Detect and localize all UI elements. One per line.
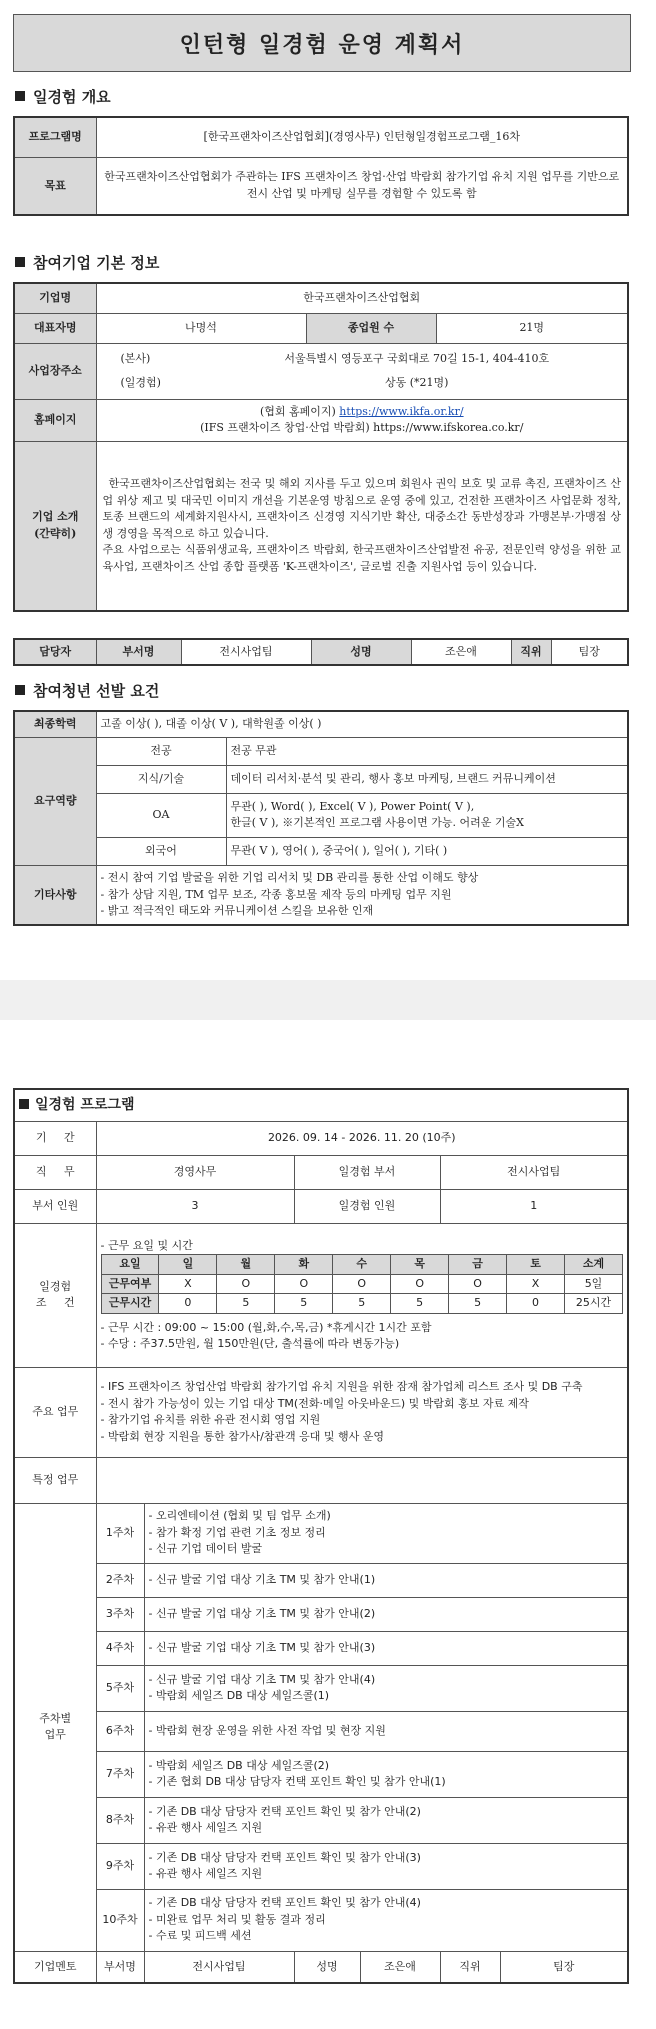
week-task-item: - 신규 발굴 기업 대상 기초 TM 및 참가 안내(1) xyxy=(148,1572,376,1586)
days-hours-cell: 근무시간 xyxy=(101,1294,159,1314)
week-number: 8주차 xyxy=(96,1797,144,1843)
education-label: 최종학력 xyxy=(14,711,96,737)
week-row xyxy=(14,1503,628,1563)
contact-name-label: 성명 xyxy=(311,639,411,665)
week-number: 2주차 xyxy=(96,1563,144,1597)
week-tasks xyxy=(144,1889,628,1951)
week-task-item: - 기존 협회 DB 대상 담당자 컨택 포인트 확인 및 참가 안내(1) xyxy=(148,1775,446,1788)
days-work-cell: O xyxy=(333,1274,391,1294)
competency-label: 요구역량 xyxy=(14,737,96,865)
goal-text: 한국프랜차이즈산업협회가 주관하는 IFS 프랜차이즈 창업·산업 박람회 참가기업 유치 지원 업무를 기반으로 전시 산업 및 마케팅 실무를 경험할 수 있도록 함 xyxy=(96,157,628,215)
week-number: 1주차 xyxy=(96,1503,144,1563)
days-head-cell: 월 xyxy=(217,1255,275,1275)
days-work-cell: 근무여부 xyxy=(101,1274,159,1294)
week-tasks xyxy=(144,1843,628,1889)
mentor-position-label: 직위 xyxy=(440,1951,500,1983)
week-tasks xyxy=(144,1797,628,1843)
document-title: 인턴형 일경험 운영 계획서 xyxy=(13,14,631,72)
week-tasks xyxy=(144,1563,628,1597)
week-row xyxy=(14,1889,628,1951)
week-row xyxy=(14,1563,628,1597)
requirements-table xyxy=(13,710,629,926)
week-task-item: - 박람회 현장 운영을 위한 사전 작업 및 현장 지원 xyxy=(148,1723,386,1737)
week-tasks xyxy=(144,1751,628,1797)
week-tasks xyxy=(144,1665,628,1711)
web2-prefix: (IFS 프랜차이즈 창업·산업 박람회) xyxy=(200,421,370,434)
mentor-label: 기업멘토 xyxy=(14,1951,96,1983)
week-task-item: - 미완료 업무 처리 및 활동 결과 정리 xyxy=(148,1912,326,1926)
week-row xyxy=(14,1665,628,1711)
contact-dept: 전시사업팀 xyxy=(181,639,311,665)
fair-homepage-link[interactable]: https://www.ifskorea.co.kr/ xyxy=(373,421,524,434)
week-number: 3주차 xyxy=(96,1597,144,1631)
contact-label: 담당자 xyxy=(14,639,96,665)
square-bullet-icon xyxy=(15,257,25,267)
contact-dept-label: 부서명 xyxy=(96,639,181,665)
employees-label: 종업원 수 xyxy=(306,313,436,343)
week-task-item: - 기존 DB 대상 담당자 컨택 포인트 확인 및 참가 안내(2) xyxy=(148,1804,421,1818)
work-days-table xyxy=(101,1254,624,1314)
days-hours-cell: 0 xyxy=(159,1294,217,1314)
major-value: 전공 무관 xyxy=(226,737,628,765)
staff-label: 부서 인원 xyxy=(14,1189,96,1223)
week-row xyxy=(14,1843,628,1889)
days-hours-cell: 5 xyxy=(217,1294,275,1314)
special-duties-label: 특정 업무 xyxy=(14,1457,96,1503)
week-number: 4주차 xyxy=(96,1631,144,1665)
company-table xyxy=(13,282,629,612)
etc-label: 기타사항 xyxy=(14,865,96,925)
etc-cell xyxy=(96,865,628,925)
week-task-item: - 유관 행사 세일즈 지원 xyxy=(148,1821,263,1834)
work-tag: (일경험) xyxy=(120,376,161,389)
days-head-cell: 일 xyxy=(159,1255,217,1275)
special-duties-value xyxy=(96,1457,628,1503)
days-head-cell: 금 xyxy=(449,1255,507,1275)
duty-item: - 전시 참가 가능성이 있는 기업 대상 TM(전화·메일 아웃바운드) 및 박람회 홍보 자료 제작 xyxy=(100,1396,529,1410)
oa-value: 무관( ), Word( ), Excel( V ), Power Point( V ), 한글( V ), ※기본적인 프로그램 사용이면 가능. 어려운 기술X xyxy=(226,793,628,837)
week-row xyxy=(14,1597,628,1631)
duty-item: - 박람회 현장 지원을 통한 참가사/참관객 응대 및 행사 운영 xyxy=(100,1429,385,1443)
main-duties-cell xyxy=(96,1367,628,1457)
days-hours-cell: 5 xyxy=(275,1294,333,1314)
period-value: 2026. 09. 14 - 2026. 11. 20 (10주) xyxy=(96,1121,628,1155)
days-work-cell: X xyxy=(159,1274,217,1294)
employees-count: 21명 xyxy=(436,313,628,343)
work-hours-note: - 근무 시간 : 09:00 ~ 15:00 (월,화,수,목,금) *휴게시간 1시간 포함 xyxy=(100,1320,432,1334)
work-days-title: - 근무 요일 및 시간 xyxy=(100,1238,193,1252)
week-row xyxy=(14,1711,628,1751)
pay-note: - 수당 : 주37.5만원, 월 150만원(단, 출석률에 따라 변동가능) xyxy=(100,1337,400,1350)
section-company-heading: 참여기업 기본 정보 xyxy=(15,252,159,273)
week-row xyxy=(14,1797,628,1843)
week-task-item: - 신규 발굴 기업 대상 기초 TM 및 참가 안내(2) xyxy=(148,1606,376,1620)
program-label: 프로그램명 xyxy=(14,117,96,157)
ceo-label: 대표자명 xyxy=(14,313,96,343)
week-task-item: - 참가 확정 기업 관련 기초 정보 정리 xyxy=(148,1525,326,1539)
days-work-cell: O xyxy=(391,1274,449,1294)
days-head-cell: 목 xyxy=(391,1255,449,1275)
week-number: 7주차 xyxy=(96,1751,144,1797)
week-task-item: - 신규 발굴 기업 대상 기초 TM 및 참가 안내(4) xyxy=(148,1672,376,1686)
company-label: 기업명 xyxy=(14,283,96,313)
week-row xyxy=(14,1751,628,1797)
mentor-name-label: 성명 xyxy=(294,1951,360,1983)
week-task-item: - 수료 및 피드백 세션 xyxy=(148,1929,252,1943)
conditions-cell xyxy=(96,1223,628,1367)
days-work-cell: 5일 xyxy=(565,1274,623,1294)
days-head-cell: 소계 xyxy=(565,1255,623,1275)
duty-item: - 참가기업 유치를 위한 유관 전시회 영업 지원 xyxy=(100,1413,321,1426)
skill-label: 지식/기술 xyxy=(96,765,226,793)
week-number: 9주차 xyxy=(96,1843,144,1889)
company-name: 한국프랜차이즈산업협회 xyxy=(96,283,628,313)
oa-label: OA xyxy=(96,793,226,837)
days-hours-cell: 5 xyxy=(391,1294,449,1314)
address-cell xyxy=(96,343,628,399)
days-hours-cell: 5 xyxy=(449,1294,507,1314)
job-label: 직 무 xyxy=(14,1155,96,1189)
homepage-cell xyxy=(96,399,628,441)
days-head-cell: 토 xyxy=(507,1255,565,1275)
work-address: 상동 (*21명) xyxy=(385,376,449,389)
hq-tag: (본사) xyxy=(120,351,151,365)
week-task-item: - 신규 발굴 기업 대상 기초 TM 및 참가 안내(3) xyxy=(148,1640,376,1654)
square-bullet-icon xyxy=(19,1099,29,1109)
week-number: 6주차 xyxy=(96,1711,144,1751)
period-label: 기 간 xyxy=(14,1121,96,1155)
week-tasks xyxy=(144,1597,628,1631)
intern-count-value: 1 xyxy=(440,1189,628,1223)
week-task-item: - 박람회 세일즈 DB 대상 세일즈콜(2) xyxy=(148,1758,330,1772)
week-number: 5주차 xyxy=(96,1665,144,1711)
week-row xyxy=(14,1631,628,1665)
program-heading: 일경험 프로그램 xyxy=(14,1089,628,1121)
mentor-name: 조은애 xyxy=(360,1951,440,1983)
intern-count-label: 일경험 인원 xyxy=(294,1189,440,1223)
days-hours-cell: 0 xyxy=(507,1294,565,1314)
intro-paragraph-1: 한국프랜차이즈산업협회는 전국 및 해외 지사를 두고 있으며 회원사 권익 보호 및 교류 촉진, 프랜차이즈 산업 위상 제고 및 대국민 이미지 개선을 기본운영 방침으로 운영 중에 있고, 건전한 프랜차이즈 사업문화 정착, 토종 브랜드의 세계화지원사시, 프랜차이즈 신경영 지식기반 확산, 대중소간 동반성장과 가맹본부·가맹점 상생 경영을 목적으로 하고 있습니다. xyxy=(102,477,621,540)
education-value: 고졸 이상( ), 대졸 이상( V ), 대학원졸 이상( ) xyxy=(96,711,628,737)
week-tasks xyxy=(144,1711,628,1751)
hq-address: 서울특별시 영등포구 국회대로 70길 15-1, 404-410호 xyxy=(284,351,550,365)
weekly-plan-label: 주차별 업무 xyxy=(14,1503,96,1951)
days-work-cell: O xyxy=(449,1274,507,1294)
ceo-name: 나명석 xyxy=(96,313,306,343)
mentor-dept-label: 부서명 xyxy=(96,1951,144,1983)
week-tasks xyxy=(144,1631,628,1665)
week-task-item: - 유관 행사 세일즈 지원 xyxy=(148,1867,263,1880)
intro-paragraph-2: 주요 사업으로는 식품위생교육, 프랜차이즈 박람회, 한국프랜차이즈산업발전 유공, 전문인력 양성을 위한 교육사업, 프랜차이즈 산업 종합 플랫폼 'K-프랜차이즈', 글로벌 진출 지원사업 등이 있습니다. xyxy=(102,543,621,573)
work-dept-label: 일경험 부서 xyxy=(294,1155,440,1189)
language-value: 무관( V ), 영어( ), 중국어( ), 일어( ), 기타( ) xyxy=(226,837,628,865)
homepage-label: 홈페이지 xyxy=(14,399,96,441)
page-2 xyxy=(0,1020,656,2029)
week-number: 10주차 xyxy=(96,1889,144,1951)
skill-value: 데이터 리서치·분석 및 관리, 행사 홍보 마케팅, 브랜드 커뮤니케이션 xyxy=(226,765,628,793)
main-duties-label: 주요 업무 xyxy=(14,1367,96,1457)
staff-value: 3 xyxy=(96,1189,294,1223)
intro-cell xyxy=(96,441,628,611)
days-work-cell: O xyxy=(275,1274,333,1294)
mentor-dept: 전시사업팀 xyxy=(144,1951,294,1983)
week-tasks xyxy=(144,1503,628,1563)
section-requirements-heading: 참여청년 선발 요건 xyxy=(15,680,159,701)
week-task-item: - 오리엔테이션 (협회 및 팀 업무 소개) xyxy=(148,1509,331,1523)
etc-item: - 참가 상담 지원, TM 업무 보조, 각종 홍보물 제작 등의 마케팅 업무 지원 xyxy=(100,887,452,901)
days-head-cell: 요일 xyxy=(101,1255,159,1275)
intro-label: 기업 소개 (간략히) xyxy=(14,441,96,611)
days-head-cell: 수 xyxy=(333,1255,391,1275)
contact-position: 팀장 xyxy=(551,639,628,665)
program-table xyxy=(13,1088,629,1984)
section-overview-heading: 일경험 개요 xyxy=(15,86,111,107)
days-hours-cell: 25시간 xyxy=(565,1294,623,1314)
contact-table xyxy=(13,638,629,666)
page-1 xyxy=(0,0,656,980)
days-work-cell: O xyxy=(217,1274,275,1294)
week-task-item: - 기존 DB 대상 담당자 컨택 포인트 확인 및 참가 안내(3) xyxy=(148,1850,421,1864)
etc-item: - 밝고 적극적인 태도와 커뮤니케이션 스킬을 보유한 인재 xyxy=(100,904,374,917)
work-dept-value: 전시사업팀 xyxy=(440,1155,628,1189)
days-head-cell: 화 xyxy=(275,1255,333,1275)
program-name: [한국프랜차이즈산업협회](경영사무) 인턴형일경험프로그램_16차 xyxy=(96,117,628,157)
contact-position-label: 직위 xyxy=(511,639,551,665)
days-hours-cell: 5 xyxy=(333,1294,391,1314)
days-work-cell: X xyxy=(507,1274,565,1294)
job-value: 경영사무 xyxy=(96,1155,294,1189)
conditions-label: 일경험 조 건 xyxy=(14,1223,96,1367)
duty-item: - IFS 프랜차이즈 창업산업 박람회 참가기업 유치 지원을 위한 잠재 참가업체 리스트 조사 및 DB 구축 xyxy=(100,1380,583,1393)
contact-name: 조은애 xyxy=(411,639,511,665)
web1-prefix: (협회 홈페이지) xyxy=(259,404,336,418)
square-bullet-icon xyxy=(15,91,25,101)
mentor-position: 팀장 xyxy=(500,1951,628,1983)
weekly-plan xyxy=(14,1503,628,1951)
week-task-item: - 박람회 세일즈 DB 대상 세일즈콜(1) xyxy=(148,1689,330,1702)
etc-item: - 전시 참여 기업 발굴을 위한 기업 리서치 및 DB 관리를 통한 산업 이해도 향상 xyxy=(100,871,479,884)
overview-table xyxy=(13,116,629,216)
language-label: 외국어 xyxy=(96,837,226,865)
address-label: 사업장주소 xyxy=(14,343,96,399)
major-label: 전공 xyxy=(96,737,226,765)
week-task-item: - 기존 DB 대상 담당자 컨택 포인트 확인 및 참가 안내(4) xyxy=(148,1896,421,1910)
association-homepage-link[interactable]: https://www.ikfa.or.kr/ xyxy=(339,404,464,418)
square-bullet-icon xyxy=(15,685,25,695)
goal-label: 목표 xyxy=(14,157,96,215)
week-task-item: - 신규 기업 데이터 발굴 xyxy=(148,1542,263,1556)
